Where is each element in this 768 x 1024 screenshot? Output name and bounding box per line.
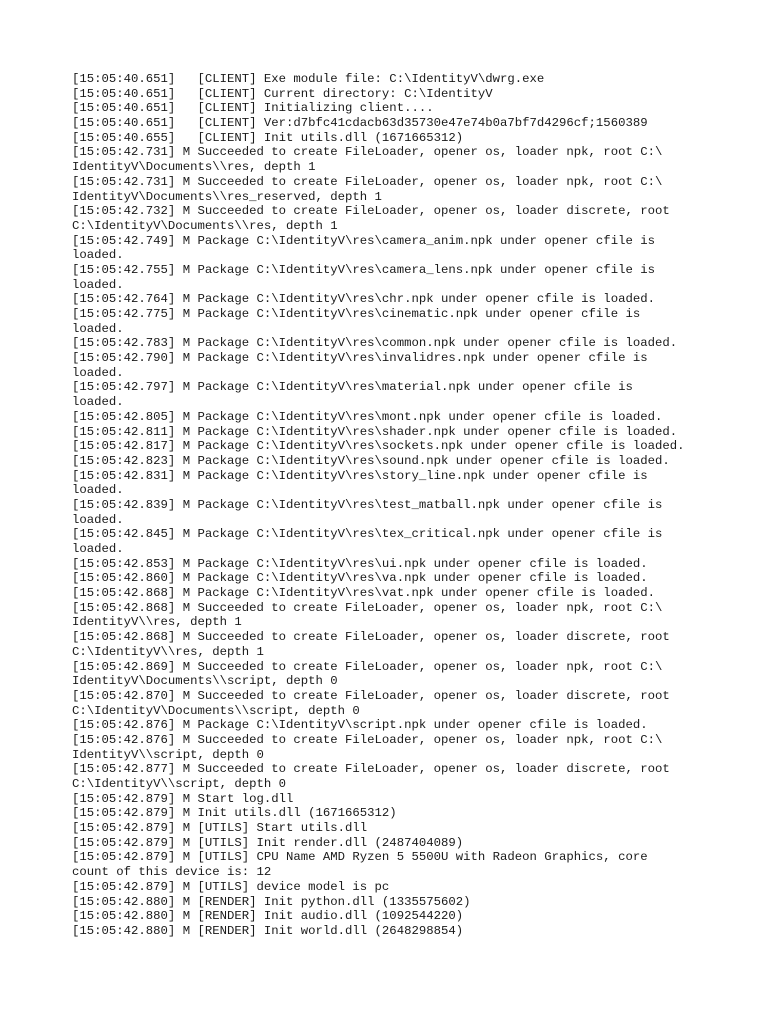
log-line: [15:05:42.775] M Package C:\IdentityV\res\cinematic.npk under opener cfile is bbox=[72, 307, 641, 321]
log-line: [15:05:42.732] M Succeeded to create FileLoader, opener os, loader discrete, root bbox=[72, 204, 670, 219]
log-line: [15:05:42.764] M Package C:\IdentityV\res\chr.npk under opener cfile is loaded. bbox=[72, 292, 655, 307]
log-text bbox=[72, 72, 712, 953]
log-line: [15:05:40.651] [CLIENT] Exe module file: C:\IdentityV\dwrg.exe bbox=[72, 72, 545, 86]
log-line: [15:05:40.651] [CLIENT] Initializing client.... bbox=[72, 101, 434, 116]
log-line: IdentityV\Documents\\script, depth 0 bbox=[72, 674, 338, 689]
log-line: [15:05:42.880] M [RENDER] Init python.dll (1335575602) bbox=[72, 894, 471, 909]
log-line: [15:05:42.853] M Package C:\IdentityV\res\ui.npk under opener cfile is loaded. bbox=[72, 556, 648, 571]
log-line: count of this device is: 12 bbox=[72, 865, 272, 880]
log-line: [15:05:42.817] M Package C:\IdentityV\res\sockets.npk under opener cfile is loaded. bbox=[72, 439, 685, 454]
log-line: C:\IdentityV\\script, depth 0 bbox=[72, 777, 287, 791]
log-line: loaded. bbox=[72, 483, 124, 498]
log-line: loaded. bbox=[72, 277, 124, 292]
log-line: [15:05:42.860] M Package C:\IdentityV\res\va.npk under opener cfile is loaded. bbox=[72, 571, 648, 586]
log-line: [15:05:42.823] M Package C:\IdentityV\res\sound.npk under opener cfile is loaded. bbox=[72, 453, 670, 468]
log-line: [15:05:42.880] M [RENDER] Init audio.dll (1092544220) bbox=[72, 909, 464, 924]
log-line: [15:05:42.731] M Succeeded to create FileLoader, opener os, loader npk, root C:\ bbox=[72, 145, 663, 160]
log-line: [15:05:42.880] M [RENDER] Init world.dll (2648298854) bbox=[72, 923, 464, 938]
log-line: C:\IdentityV\Documents\\script, depth 0 bbox=[72, 703, 360, 718]
log-line: C:\IdentityV\\res, depth 1 bbox=[72, 644, 264, 659]
log-line: IdentityV\\res, depth 1 bbox=[72, 615, 242, 630]
log-line: [15:05:42.868] M Succeeded to create FileLoader, opener os, loader discrete, root bbox=[72, 630, 670, 645]
log-line: loaded. bbox=[72, 395, 124, 410]
log-line: [15:05:42.839] M Package C:\IdentityV\res\test_matball.npk under opener cfile is bbox=[72, 497, 663, 512]
log-line: loaded. bbox=[72, 512, 124, 527]
log-line: [15:05:42.811] M Package C:\IdentityV\res\shader.npk under opener cfile is loaded. bbox=[72, 424, 678, 439]
log-line: [15:05:42.805] M Package C:\IdentityV\res\mont.npk under opener cfile is loaded. bbox=[72, 409, 663, 424]
log-line: [15:05:42.879] M Init utils.dll (1671665312) bbox=[72, 806, 397, 821]
log-line: loaded. bbox=[72, 321, 124, 336]
log-line: [15:05:42.876] M Succeeded to create FileLoader, opener os, loader npk, root C:\ bbox=[72, 732, 663, 747]
log-line: IdentityV\Documents\\res, depth 1 bbox=[72, 160, 316, 175]
log-line bbox=[72, 939, 712, 954]
log-line: [15:05:42.868] M Package C:\IdentityV\res\vat.npk under opener cfile is loaded. bbox=[72, 586, 655, 601]
log-line: [15:05:42.879] M [UTILS] device model is pc bbox=[72, 879, 390, 894]
log-line: [15:05:42.870] M Succeeded to create FileLoader, opener os, loader discrete, root bbox=[72, 688, 670, 703]
log-line: [15:05:42.879] M [UTILS] CPU Name AMD Ryzen 5 5500U with Radeon Graphics, core bbox=[72, 850, 648, 865]
log-line: [15:05:42.783] M Package C:\IdentityV\res\common.npk under opener cfile is loaded. bbox=[72, 336, 678, 351]
log-line: [15:05:40.655] [CLIENT] Init utils.dll (1671665312) bbox=[72, 130, 464, 145]
log-line: [15:05:40.651] [CLIENT] Ver:d7bfc41cdacb63d35730e47e74b0a7bf7d4296cf;1560389 bbox=[72, 116, 648, 131]
log-line: [15:05:40.651] [CLIENT] Current directory: C:\IdentityV bbox=[72, 86, 493, 101]
log-line: IdentityV\\script, depth 0 bbox=[72, 747, 264, 762]
log-line: C:\IdentityV\Documents\\res, depth 1 bbox=[72, 218, 338, 233]
log-line: [15:05:42.877] M Succeeded to create FileLoader, opener os, loader discrete, root bbox=[72, 762, 670, 777]
log-line: [15:05:42.879] M [UTILS] Init render.dll (2487404089) bbox=[72, 835, 464, 850]
log-line: [15:05:42.749] M Package C:\IdentityV\res\camera_anim.npk under opener cfile is bbox=[72, 233, 655, 248]
log-line: [15:05:42.845] M Package C:\IdentityV\res\tex_critical.npk under opener cfile is bbox=[72, 527, 663, 542]
log-line: [15:05:42.831] M Package C:\IdentityV\res\story_line.npk under opener cfile is bbox=[72, 468, 648, 483]
log-line: [15:05:42.879] M [UTILS] Start utils.dll bbox=[72, 821, 368, 836]
log-line: [15:05:42.879] M Start log.dll bbox=[72, 791, 294, 806]
log-line: [15:05:42.869] M Succeeded to create FileLoader, opener os, loader npk, root C:\ bbox=[72, 659, 663, 674]
log-line: [15:05:42.876] M Package C:\IdentityV\script.npk under opener cfile is loaded. bbox=[72, 718, 648, 733]
log-line: [15:05:42.755] M Package C:\IdentityV\res\camera_lens.npk under opener cfile is bbox=[72, 262, 655, 277]
log-line: loaded. bbox=[72, 542, 124, 556]
log-line: loaded. bbox=[72, 248, 124, 263]
log-line: [15:05:42.868] M Succeeded to create FileLoader, opener os, loader npk, root C:\ bbox=[72, 600, 663, 615]
log-line: loaded. bbox=[72, 365, 124, 380]
log-line: IdentityV\Documents\\res_reserved, depth 1 bbox=[72, 189, 382, 204]
log-line: [15:05:42.797] M Package C:\IdentityV\res\material.npk under opener cfile is bbox=[72, 380, 633, 395]
log-line: [15:05:42.731] M Succeeded to create FileLoader, opener os, loader npk, root C:\ bbox=[72, 174, 663, 189]
log-line: [15:05:42.790] M Package C:\IdentityV\res\invalidres.npk under opener cfile is bbox=[72, 351, 648, 366]
